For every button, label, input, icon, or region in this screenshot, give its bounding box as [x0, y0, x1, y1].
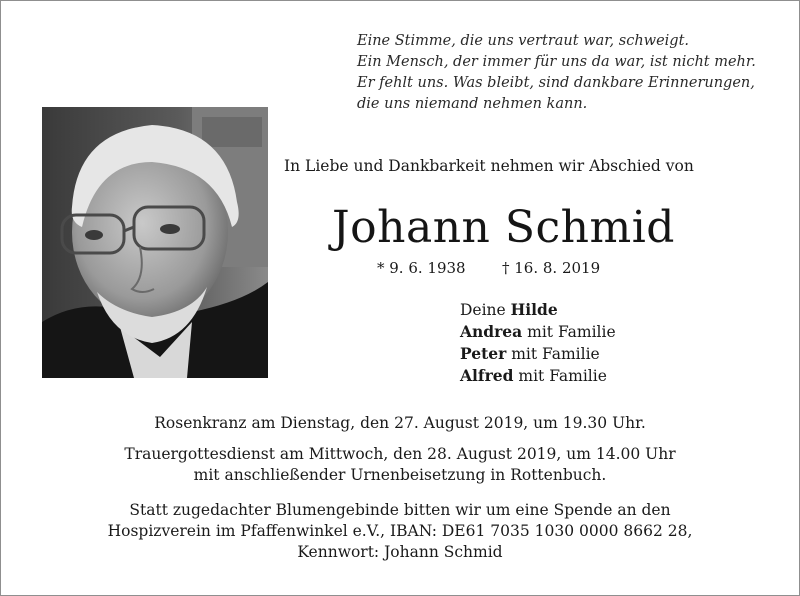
mourner-line: [460, 343, 616, 365]
mourner-suffix: mit Familie: [522, 323, 616, 341]
mourner-prefix: Deine: [460, 301, 511, 319]
donation-line: Hospizverein im Pfaffenwinkel e.V., IBAN: DE61 7035 1030 0000 8662 28,: [107, 522, 693, 540]
mourner-name: Andrea: [460, 322, 523, 341]
poem-line: die uns niemand nehmen kann.: [357, 96, 588, 112]
memorial-poem: [357, 31, 756, 115]
mourner-line: [460, 299, 616, 321]
mourner-name: Peter: [460, 344, 507, 363]
mourner-name: Alfred: [460, 366, 514, 385]
mourner-suffix: mit Familie: [513, 367, 607, 385]
birth-date: * 9. 6. 1938: [377, 259, 466, 277]
service-info: [0, 444, 800, 486]
poem-line: Er fehlt uns. Was bleibt, sind dankbare Erinnerungen,: [357, 75, 755, 91]
rosary-line: Rosenkranz am Dienstag, den 27. August 2019, um 19.30 Uhr.: [154, 414, 646, 432]
mourners-list: [460, 299, 616, 387]
mourner-line: [460, 365, 616, 387]
mourner-suffix: mit Familie: [506, 345, 600, 363]
donation-info: [0, 500, 800, 563]
portrait-illustration: [42, 107, 268, 378]
donation-line: Statt zugedachter Blumengebinde bitten wir um eine Spende an den: [129, 501, 671, 519]
mourner-line: [460, 321, 616, 343]
service-line: mit anschließender Urnenbeisetzung in Rottenbuch.: [193, 466, 607, 484]
poem-line: Eine Stimme, die uns vertraut war, schweigt.: [357, 33, 690, 49]
donation-line: Kennwort: Johann Schmid: [297, 543, 503, 561]
deceased-name: Johann Schmid: [332, 202, 675, 253]
death-date: † 16. 8. 2019: [502, 259, 601, 277]
intro-text: In Liebe und Dankbarkeit nehmen wir Abschied von: [284, 157, 694, 175]
poem-line: Ein Mensch, der immer für uns da war, ist nicht mehr.: [357, 54, 756, 70]
service-line: Trauergottesdienst am Mittwoch, den 28. August 2019, um 14.00 Uhr: [124, 445, 676, 463]
portrait-photo: [42, 107, 268, 378]
mourner-name: Hilde: [510, 300, 558, 319]
rosary-info: [0, 413, 800, 434]
